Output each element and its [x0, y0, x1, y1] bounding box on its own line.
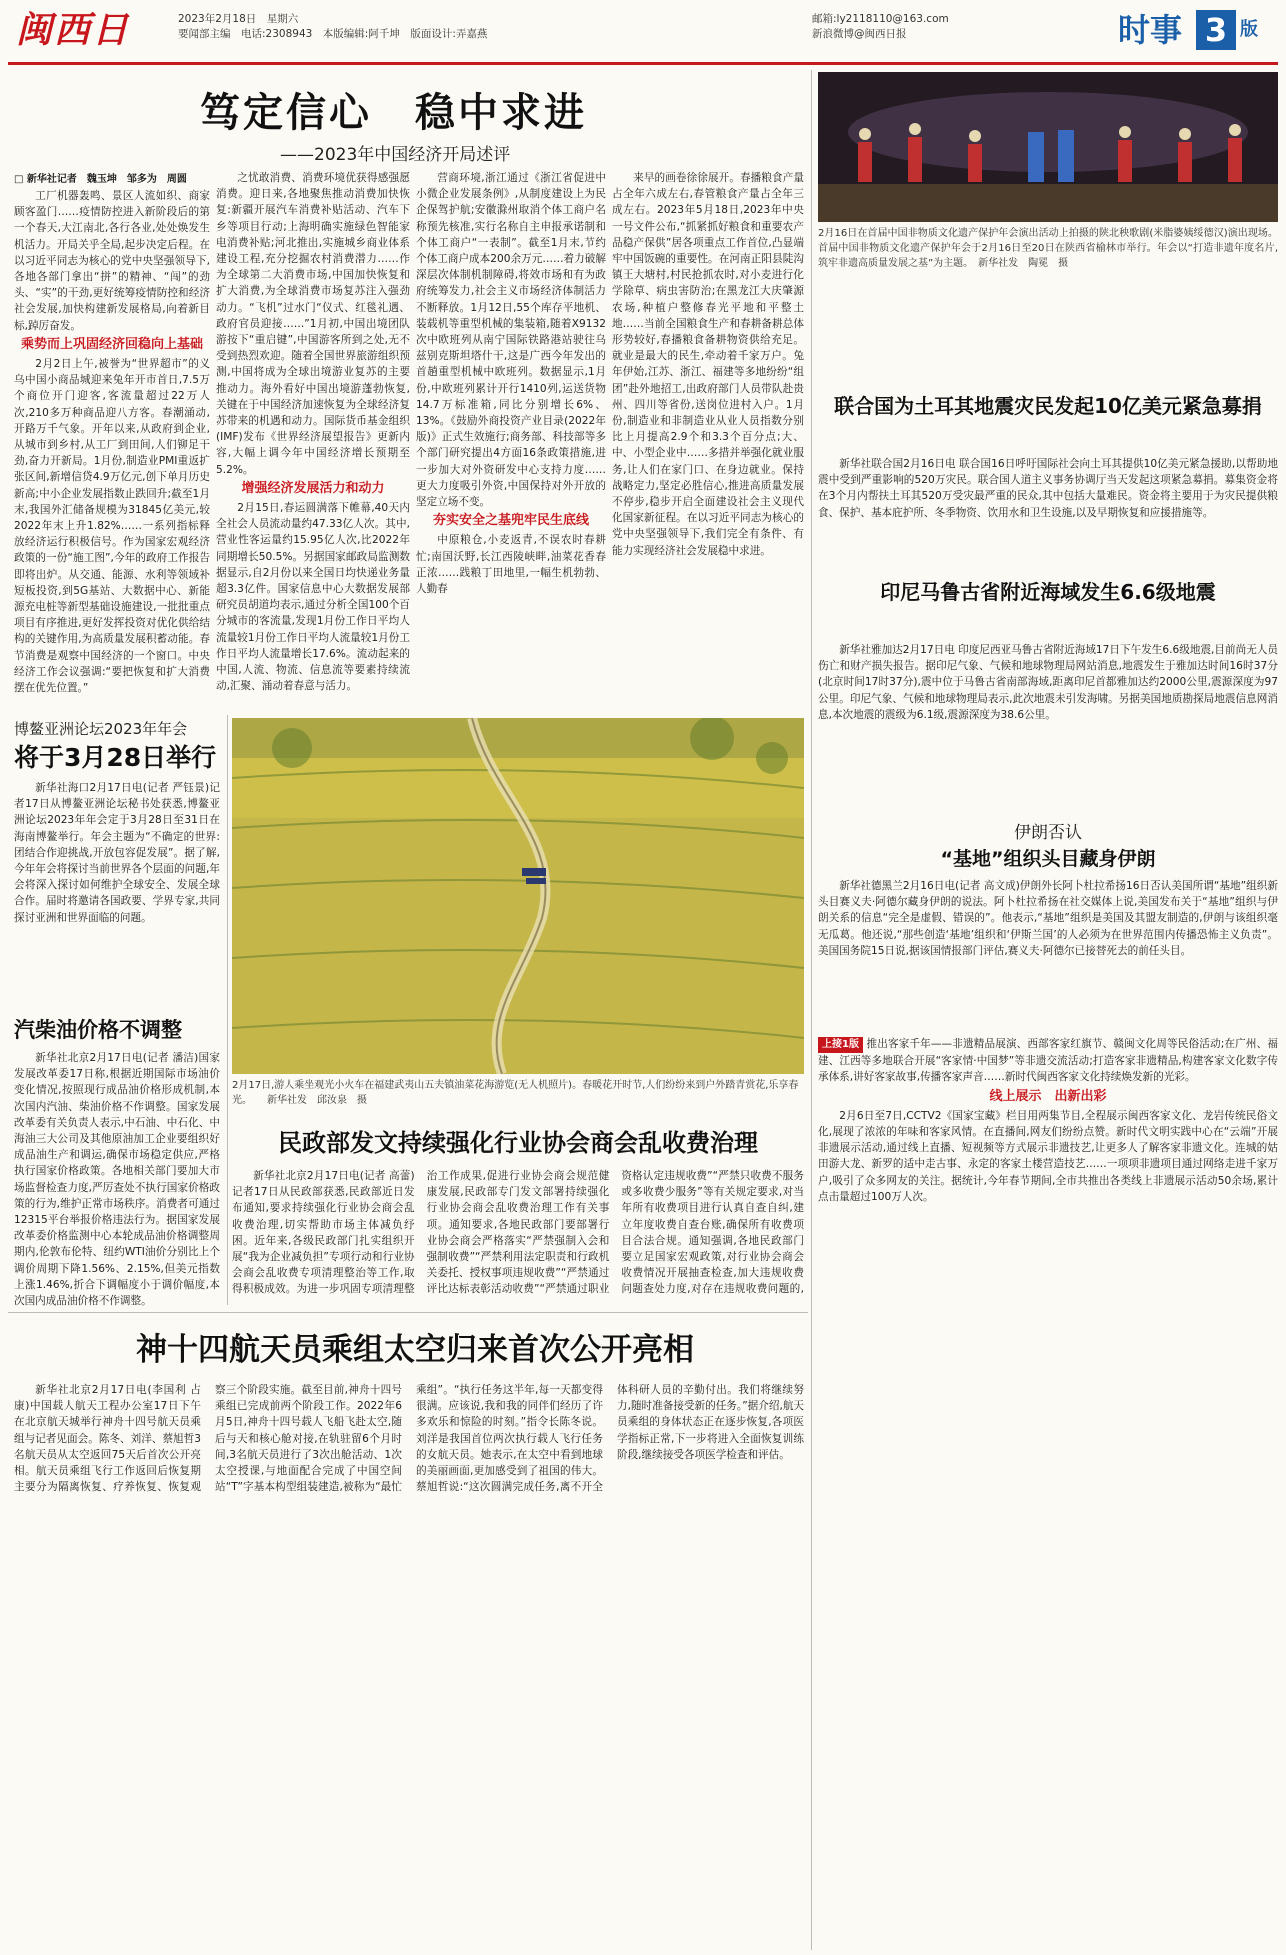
paragraph: 新华社德黑兰2月16日电(记者 高文成)伊朗外长阿卜杜拉希扬16日否认美国所谓“基地”组织新头目赛义夫·阿德尔藏身伊朗的说法。阿卜杜拉希扬在社交媒体上说,美国发布关于“基地”组织与伊朗关系的信息“完全是虚假、错误的”。他表示,“基地”组织是美国及其盟友制造的,伊朗与该组织毫无瓜葛。他还说,“那些创造‘基地’组织和‘伊斯兰国’的人必须为在世界范围内传播恐怖主义负责”。美国国务院15日说,据该国情报部门评估,赛义夫·阿德尔已接替死去的前任头目。: [818, 880, 1278, 957]
paragraph: 新华社北京2月17日电(记者 潘洁)国家发展改革委17日称,根据近期国际市场油价变化情况,按照现行成品油价格形成机制,本次国内汽油、柴油价格不作调整。国家发展改革委有关负责人表示,中石油、中石化、中海油三大公司及其他原油加工企业要组织好成品油生产和调运,确保市场稳定供应,严格执行国家价格政策。各地相关部门要加大市场监督检查力度,严厉查处不执行国家价格政策的行为,维护正常市场秩序。消费者可通过12315平台举报价格违法行为。据国家发展改革委价格监测中心本轮成品油价格调整周期内,伦敦布伦特、纽约WTI油价分别比上个调价周期下降1.56%、2.15%,但美元指数上涨1.46%,折合下调幅度小于调价幅度,本次国内成品油价格不作调整。: [14, 1052, 220, 1308]
iran-kicker: 伊朗否认: [1014, 823, 1082, 842]
folk-photo-caption: 2月16日在首届中国非物质文化遗产保护年会演出活动上拍摄的陕北秧歌剧(米脂婆姨绥德汉)演出现场。首届中国非物质文化遗产保护年会于2月16日至20日在陕西省榆林市举行。年会以“打造非遗年度名片,筑牢非遗高质量发展之基”为主题。 新华社发 陶冕 摄: [818, 228, 1278, 269]
subhead: 乘势而上巩固经济回稳向上基础: [20, 336, 203, 352]
masthead-rule: [8, 62, 1278, 65]
column-divider: [227, 715, 228, 1305]
subhead: 增强经济发展活力和动力: [241, 480, 385, 496]
un-headline: 联合国为土耳其地震灾民发起10亿美元紧急募捐: [834, 394, 1262, 418]
civil-affairs-headline: 民政部发文持续强化行业协会商会乱收费治理: [278, 1129, 758, 1157]
paragraph: 新华社联合国2月16日电 联合国16日呼吁国际社会向土耳其提供10亿美元紧急援助,以帮助地震中受到严重影响的520万灾民。联合国人道主义事务协调厅当天发起这项紧急募捐。募集资金将在3个月内帮扶土耳其520万受灾最严重的民众,其中包括大量难民。资金将主要用于为灾民提供粮食、保护、基本庇护所、冬季物资、饮用水和卫生设施,以及早期恢复和应援措施等。: [818, 458, 1278, 519]
boao-kicker: 博鳌亚洲论坛2023年年会: [14, 720, 188, 738]
lead-column-3: [416, 170, 606, 710]
section-title: 时事: [1118, 11, 1183, 49]
boao-article: [14, 780, 220, 1010]
email-text: 邮箱:ly2118110@163.com: [812, 13, 949, 25]
subhead: 夯实安全之基兜牢民生底线: [432, 513, 589, 529]
paragraph: 新华社北京2月17日电(李国利 占康)中国载人航天工程办公室17日下午在北京航天城举行神舟十四号航天员乘组与记者见面会。陈冬、刘洋、蔡旭哲3名航天员从太空返回75天后首次公开亮相。航天员乘组飞行工作返回后恢复期主要分为隔离恢复、疗养恢复、恢复观察三个阶段实施。截至目前,神舟十四号乘组已完成前两个阶段工作。2022年6月5日,神舟十四号载人飞船飞赴太空,随后与天和核心舱对接,在轨驻留6个月时间,3名航天员进行了3次出舱活动、1次太空授课,与地面配合完成了中国空间站“T”字基本构型组装建造,被称为“最忙乘组”。“执行任务这半年,每一天都变得很满。应该说,我和我的同伴们经历了许多欢乐和惊险的时刻。”指令长陈冬说。刘洋是我国首位两次执行载人飞行任务的女航天员。她表示,在太空中看到地球的美丽画面,更加感受到了祖国的伟大。蔡旭哲说:“这次圆满完成任务,离不开全体科研人员的辛勤付出。我们将继续努力,随时准备接受新的任务。”据介绍,航天员乘组的身体状态正在逐步恢复,各项医学指标正常,下一步将进入全面恢复训练阶段,继续接受各项医学检查和评估。: [14, 1384, 804, 1494]
paragraph: 之忧敢消费、消费环境优获得感强愿消费。迎日来,各地聚焦推动消费加快恢复:新疆开展汽车消费补贴活动、汽车下乡等项目行动;上海明确实施绿色智能家电消费补贴;河北推出,实施城乡商业体系建设工程,充分挖掘农村消费潜力……作为全球第二大消费市场,中国加快恢复和扩大消费,为全球消费市场复苏注入强劲动力。“飞机”过水门“仪式、红毯礼遇、政府官员迎接……”1月初,中国出境团队游按下“重启键”,中国游客所到之处,无不受到热烈欢迎。随着全国世界旅游组织预测,中国将成为全球出境游业复苏的主要推动力。海外看好中国出境游蓬勃恢复,关键在于中国经济加速恢复为全球经济复苏带来的机遇和动力。国际货币基金组织(IMF)发布《世界经济展望报告》更新内容,大幅上调今年中国经济增长预期至5.2%。: [216, 172, 410, 476]
un-article: [818, 456, 1278, 566]
lead-headline: 笃定信心 稳中求进: [200, 90, 587, 136]
paragraph: 营商环境,浙江通过《浙江省促进中小微企业发展条例》,从制度建设上为民企保驾护航;安徽滁州取消个体工商户名称预先核准,实行名称自主申报承诺制和个体工商户“一表制”。截至1月末,节约个体工商户成本200余万元……着力破解深层次体制机制障碍,将效市场和有为政府统筹发力,社会主义市场经济体制活力不断释放。1月12日,55个库存平地机、装载机等重型机械的集装箱,随着X9132次中欧班列从南宁国际铁路港站驶往乌兹别克斯坦塔什干,这是广西今年发出的首趟重型机械中欧班列。数据显示,1月份,中欧班列累计开行1410列,运送货物14.7万标准箱,同比分别增长6%、13%。《鼓励外商投资产业目录(2022年版)》正式生效施行;商务部、科技部等多个部门研究提出4方面16条政策措施,进一步加大对外资研发中心支持力度……更大力度吸引外资,中国保持对外开放的坚定立场不变。: [416, 172, 606, 509]
civil-affairs-article: [232, 1168, 804, 1308]
photo-caption: 2月17日,游人乘坐观光小火车在福建武夷山五夫镇油菜花海游览(无人机照片)。春暖花开时节,人们纷纷来到户外踏青赏花,乐享春光。 新华社发 邱汝泉 摄: [232, 1080, 799, 1106]
lead-column-1: [14, 188, 210, 708]
column-divider: [811, 70, 812, 1950]
newspaper-masthead: 闽西日: [16, 9, 131, 51]
lead-column-4: [612, 170, 804, 710]
subhead: 线上展示 出新出彩: [989, 1088, 1107, 1104]
boao-headline: 将于3月28日举行: [14, 743, 217, 772]
paragraph: 新华社雅加达2月17日电 印度尼西亚马鲁古省附近海域17日下午发生6.6级地震,目前尚无人员伤亡和财产损失报告。据印尼气象、气候和地球物理局网站消息,地震发生于雅加达时间16时37分(北京时间17时37分),震中位于马鲁古省南部海域,距离印尼首都雅加达约2000公里,震源深度为97公里。印尼气象、气候和地球物理局表示,此次地震未引发海啸。另据美国地质勘探局地震信息网消息,本次地震的震级为6.1级,震源深度为38.6公里。: [818, 644, 1278, 721]
rapeseed-field-illustration: [232, 718, 804, 1074]
issue-date: 2023年2月18日 星期六: [178, 13, 299, 25]
paragraph: 新华社海口2月17日电(记者 严钰景)记者17日从博鳌亚洲论坛秘书处获悉,博鳌亚洲论坛2023年年会定于3月28日至31日在海南博鳌举行。年会主题为“不确定的世界:团结合作迎挑战,开放包容促发展”。据了解,今年年会将探讨当前世界各个层面的问题,年会将深入探讨如何维护全球安全、发展全球合作。届时将邀请各国政要、学界专家,共同探讨亚洲和世界面临的问题。: [14, 782, 220, 924]
quake-article: [818, 642, 1278, 812]
editor-info: 要闻部主编 电话:2308943 本版编辑:阿千坤 版面设计:弄嘉燕: [178, 28, 488, 40]
paragraph: 来早的画卷徐徐展开。春播粮食产量占全年六成左右,春管粮食产量占全年三成左右。2023年5月18日,2023年中央一号文件公布,“抓紧抓好粮食和重要农产品稳产保供”居各项重点工作首位,凸显端牢中国饭碗的重要性。在河南正阳县陡沟镇王大塘村,村民抢抓农时,对小麦进行化学除草、病虫害防治;在黑龙江大庆肇源农场,种植户整修春光平地和平整土地……当前全国粮食生产和春耕备耕总体形势较好,春播粮食备耕物资供给充足。就业是最大的民生,牵动着千家万户。兔年伊始,江苏、浙江、福建等多地纷纷“组团”赴外地招工,出政府部门人员带队赴贵州、四川等省份,送岗位进村入户。1月份,制造业和非制造业从业人员指数分别比上月提高2.9个和3.3个百分点;大、中、小型企业中……多措并举强化就业服务,让人们在家门口、在身边就业。保持战略定力,坚定必胜信心,推进高质量发展不停步,稳步开启全面建设社会主义现代化国家新征程。在以习近平同志为核心的党中央坚强领导下,我们完全有条件、有能力实现经济社会发展稳中求进。: [612, 172, 804, 557]
folk-performance-photo: [818, 72, 1278, 222]
lead-subheadline: ——2023年中国经济开局述评: [280, 145, 511, 162]
lead-column-2: [216, 170, 410, 710]
continued-tag: 上接1版: [818, 1037, 863, 1053]
paragraph: 2月15日,春运圆满落下帷幕,40天内全社会人员流动量约47.33亿人次。其中,营业性客运量约15.95亿人次,比2022年同期增长50.5%。另据国家邮政局监测数据显示,自2月份以来全国日均快递业务量超3.3亿件。国家信息中心大数据发展部研究员胡道均表示,通过分析全国100个百分城市的客流量,发现1月份工作日平均人流量较1月份工作日平均人流量较1月份工作日平均人流量增长17.6%。流动起来的中国,人流、物流、信息流等要素持续流动,汇聚、涌动着春意与活力。: [216, 502, 410, 693]
weibo-text: 新浪微博@闽西日报: [812, 28, 907, 40]
paragraph: 工厂机器轰鸣、景区人流如织、商家顾客盈门……疫情防控进入新阶段后的第一个春天,大江南北,各行各业,处处焕发生机活力。开局关乎全局,起步决定后程。在以习近平同志为核心的党中央坚强领导下,各地各部门拿出“拼”的精神、“闯”的劲头、“实”的干劲,更好统筹疫情防控和经济社会发展,加快构建新发展格局,向着新目标,踔厉奋发。: [14, 190, 210, 332]
paragraph: 新华社北京2月17日电(记者 高蕾)记者17日从民政部获悉,民政部近日发布通知,要求持续强化行业协会商会乱收费治理,切实帮助市场主体减负纾困。近年来,各级民政部门扎实组织开展“我为企业减负担”专项行动和行业协会商会乱收费专项清理整治等工作,取得积极成效。为进一步巩固专项清理整治工作成果,促进行业协会商会规范健康发展,民政部专门发文部署持续强化行业协会商会乱收费治理工作有关事项。通知要求,各地民政部门要部署行业协会商会严格落实“严禁强制入会和强制收费”“严禁利用法定职责和行政机关委托、授权事项违规收费”“严禁通过评比达标表彰活动收费”“严禁通过职业资格认定违规收费”“严禁只收费不服务或多收费少服务”等有关规定要求,对当年所有收费项目进行认真自查自纠,建立年度收费自查台账,确保所有收费项目合法合规。通知强调,各地民政部门要立足国家宏观政策,对行业协会商会收费情况开展抽查检查,加大违规收费问题查处力度,对存在违规收费问题的,: [232, 1170, 804, 1296]
performance-illustration: [818, 72, 1278, 222]
culture-article: [818, 1036, 1278, 1256]
paragraph: 推出客家千年——非遗精品展演、西部客家红旗节、赣闽文化周等民俗活动;在广州、福建、江西等多地联合开展“客家情·中国梦”等非遗交流活动;打造客家非遗精品,构建客家文化数字传承体系,讲好客家故事,传播客家声音……新时代闽西客家文化持续焕发新的光彩。: [818, 1038, 1278, 1084]
paragraph: 2月6日至7日,CCTV2《国家宝藏》栏目用两集节目,全程展示闽西客家文化、龙岩传统民俗文化,展现了浓浓的年味和客家风情。在直播间,网友们纷纷点赞。新时代文明实践中心在“云端”开展非遗展示活动,通过线上直播、短视频等方式展示非遗技艺,让更多人了解客家非遗文化。连城的姑田游大龙、新罗的适中走古事、永定的客家土楼营造技艺……一项项非遗项目通过网络走进千家万户,吸引了众多网友的关注。据统计,今年春节期间,全市共推出各类线上非遗展示活动50余场,累计点击量超过100万人次。: [818, 1109, 1278, 1203]
paragraph: 中原粮仓,小麦返青,不误农时春耕忙;南国沃野,长江西陵峡畔,油菜花香春正浓……践粮丁田地里,一幅生机勃勃、人勤春: [416, 534, 606, 596]
rapeseed-field-photo: [232, 718, 804, 1074]
quake-headline: 印尼马鲁古省附近海域发生6.6级地震: [880, 580, 1216, 604]
issue-info: [178, 12, 608, 42]
fuel-article: [14, 1050, 220, 1310]
contact-info: [812, 12, 1072, 42]
iran-article: [818, 878, 1278, 1028]
shenzhou-article: [14, 1382, 804, 1950]
shenzhou-headline: 神十四航天员乘组太空归来首次公开亮相: [136, 1332, 694, 1368]
fuel-headline: 汽柴油价格不调整: [14, 1018, 182, 1042]
section-rule: [8, 1312, 808, 1313]
paragraph: 2月2日上午,被誉为“世界超市”的义乌中国小商品城迎来兔年开市首日,7.5万个商位开门迎客,客流量超过22万人次,210多万种商品迎八方客。春潮涌动,开路万千气象。开年以来,从政府到企业,从城市到乡村,从工厂到田间,人们铆足干劲,奋力开新局。1月份,制造业PMI重返扩张区间,新增信贷4.9万亿元,创下单月历史新高;中小企业发展指数止跌回升;截至1月末,我国外汇储备规模为31845亿美元,较2022年末上升1.82%……一系列指标释放经济运行积极信号。作为国家宏观经济政策的一份“施工图”,今年的政府工作报告即将出炉。从交通、能源、水利等领域补短板投资,到5G基站、大数据中心、新能源充电桩等新型基础设施建设,一批批重点项目有序推进,更好发挥投资对优化供给结构的关键作用,为高质量发展积蓄动能。春节消费是观察中国经济的一个窗口。中央经济工作会议强调:“要把恢复和扩大消费摆在优先位置。”: [14, 358, 210, 695]
page-number: 3: [1196, 10, 1236, 50]
iran-headline: “基地”组织头目藏身伊朗: [940, 848, 1156, 870]
page-suffix: 版: [1240, 19, 1258, 40]
lead-byline: □ 新华社记者 魏玉坤 邹多为 周圆: [14, 174, 187, 185]
